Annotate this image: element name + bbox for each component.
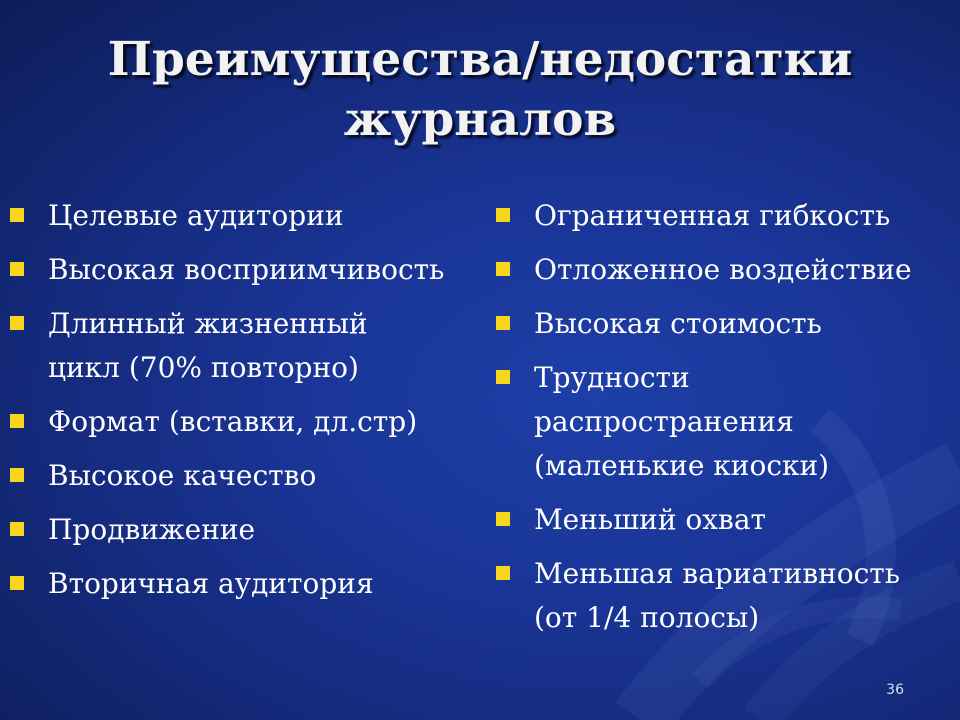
square-bullet-icon — [496, 566, 510, 580]
square-bullet-icon — [10, 468, 24, 482]
advantage-item — [10, 400, 480, 444]
disadvantage-text: Трудности — [534, 361, 690, 394]
disadvantage-text: Меньшая вариативность — [534, 557, 901, 590]
disadvantage-text: Высокая стоимость — [534, 307, 822, 340]
advantage-item — [10, 302, 480, 390]
square-bullet-icon — [10, 262, 24, 276]
advantage-item — [10, 508, 480, 552]
disadvantage-item — [496, 552, 936, 640]
disadvantage-text: Отложенное воздействие — [534, 253, 912, 286]
square-bullet-icon — [10, 576, 24, 590]
square-bullet-icon — [496, 370, 510, 384]
disadvantage-item — [496, 302, 936, 346]
disadvantage-text: Меньший охват — [534, 503, 766, 536]
advantage-text: Продвижение — [48, 513, 256, 546]
advantage-text-continued: цикл (70% повторно) — [48, 351, 359, 384]
square-bullet-icon — [496, 316, 510, 330]
square-bullet-icon — [496, 208, 510, 222]
disadvantage-item — [496, 356, 936, 488]
advantage-text: Высокое качество — [48, 459, 317, 492]
disadvantage-text: Ограниченная гибкость — [534, 199, 891, 232]
square-bullet-icon — [10, 414, 24, 428]
advantage-item — [10, 562, 480, 606]
disadvantage-item — [496, 248, 936, 292]
advantage-text: Целевые аудитории — [48, 199, 344, 232]
advantage-item — [10, 248, 480, 292]
disadvantage-item — [496, 194, 936, 238]
advantage-item — [10, 194, 480, 238]
square-bullet-icon — [10, 316, 24, 330]
disadvantage-text-continued: (от 1/4 полосы) — [534, 601, 760, 634]
slide-title — [0, 30, 960, 150]
disadvantage-text-continued: (маленькие киоски) — [534, 449, 830, 482]
slide-page-number: 36 — [886, 682, 904, 698]
disadvantage-item — [496, 498, 936, 542]
slide-title-line-2: журналов — [343, 92, 617, 147]
advantage-text: Высокая восприимчивость — [48, 253, 445, 286]
square-bullet-icon — [10, 522, 24, 536]
disadvantages-list — [496, 194, 936, 650]
square-bullet-icon — [496, 262, 510, 276]
slide-title-line-1: Преимущества/недостатки — [107, 32, 853, 87]
square-bullet-icon — [10, 208, 24, 222]
square-bullet-icon — [496, 512, 510, 526]
disadvantage-text-continued: распространения — [534, 405, 794, 438]
advantage-text: Формат (вставки, дл.стр) — [48, 405, 418, 438]
advantage-item — [10, 454, 480, 498]
advantage-text: Вторичная аудитория — [48, 567, 374, 600]
advantages-list — [10, 194, 480, 616]
advantage-text: Длинный жизненный — [48, 307, 368, 340]
